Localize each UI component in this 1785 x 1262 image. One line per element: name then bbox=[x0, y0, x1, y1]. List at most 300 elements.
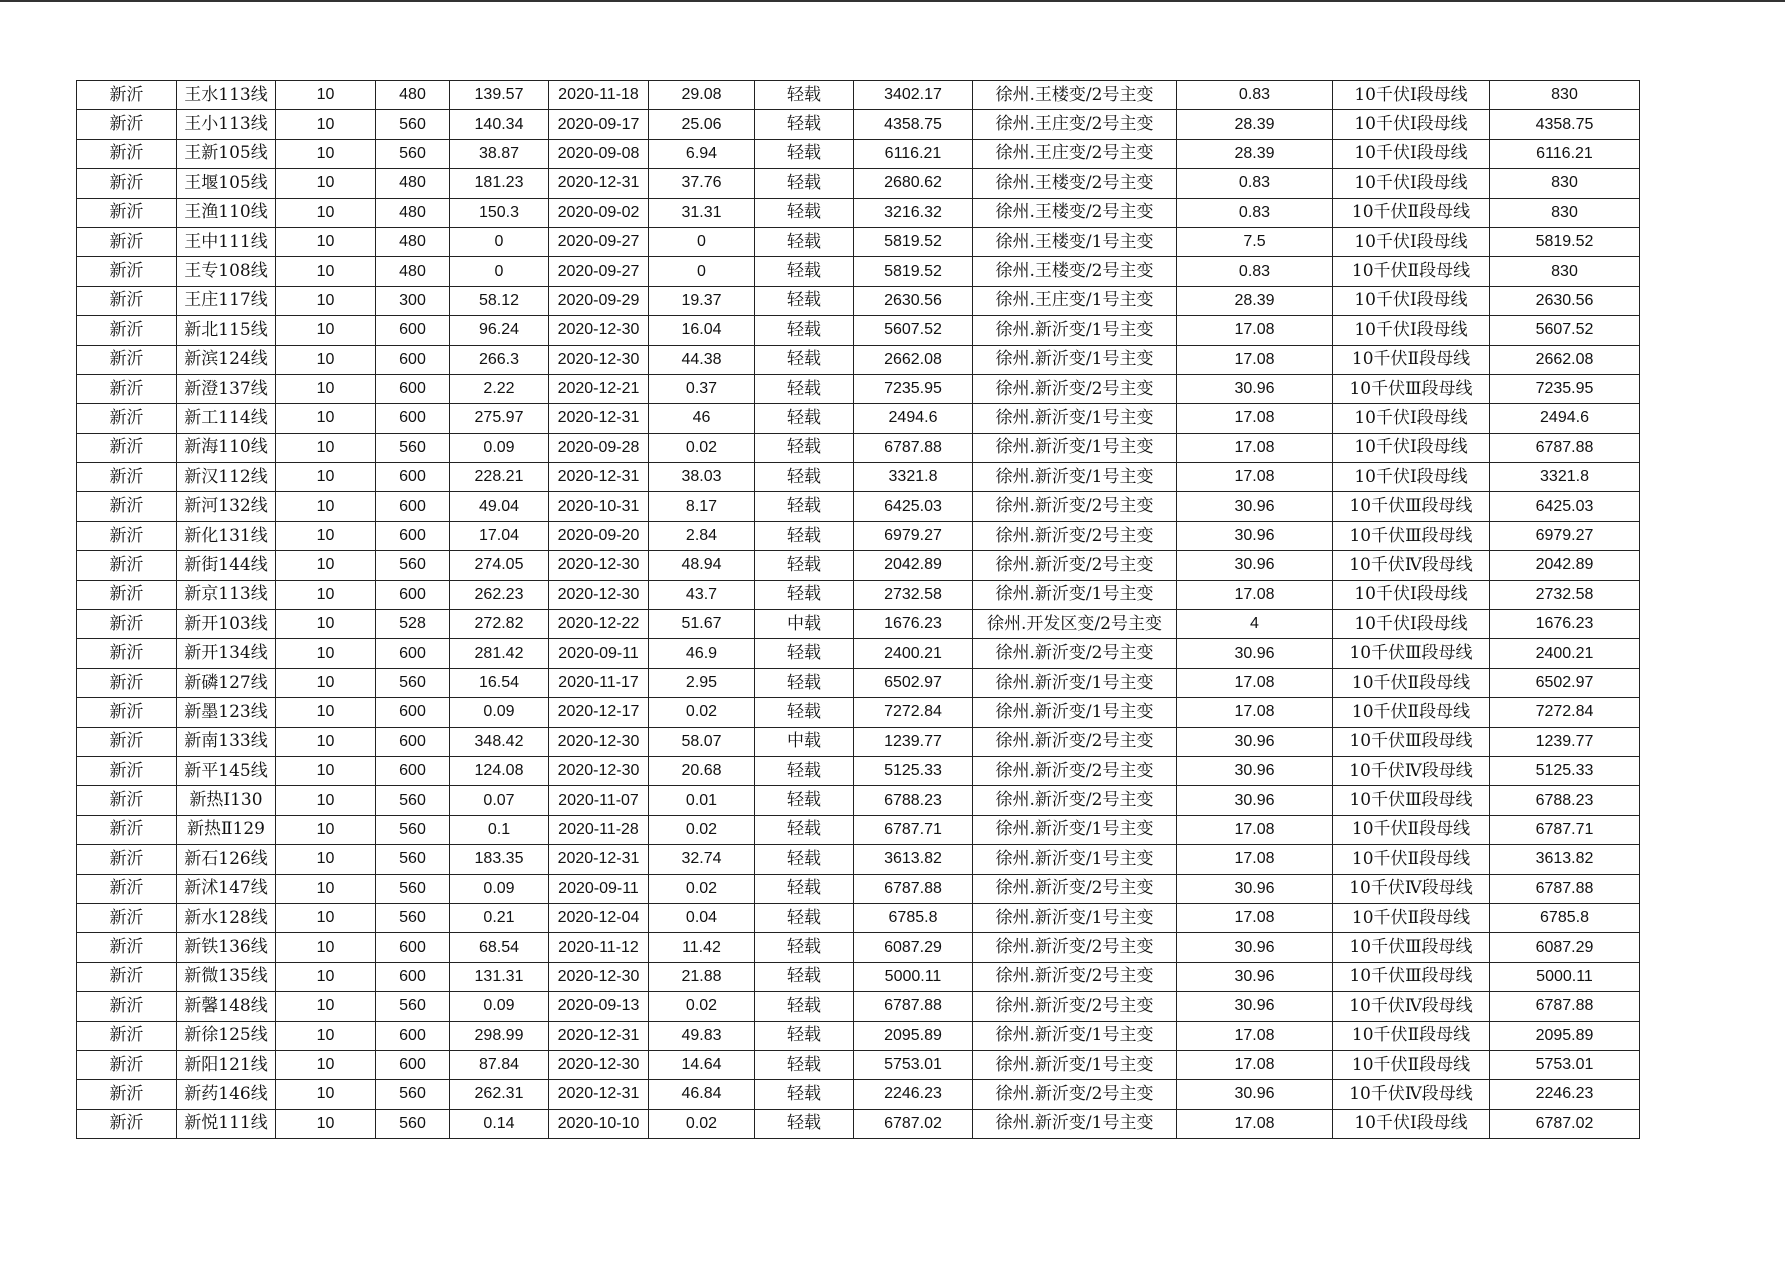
table-cell: 348.42 bbox=[450, 727, 549, 756]
table-cell: 轻载 bbox=[755, 698, 854, 727]
table-cell: 10 bbox=[276, 139, 376, 168]
table-cell: 2494.6 bbox=[1490, 404, 1640, 433]
table-cell: 31.31 bbox=[649, 198, 755, 227]
table-cell: 6787.02 bbox=[1490, 1109, 1640, 1138]
table-cell: 560 bbox=[376, 874, 450, 903]
table-cell: 徐州.新沂变/2号主变 bbox=[973, 874, 1177, 903]
table-cell: 2630.56 bbox=[854, 286, 973, 315]
table-row bbox=[77, 962, 1640, 991]
table-cell: 2020-12-31 bbox=[549, 463, 649, 492]
table-cell: 新沂 bbox=[77, 756, 177, 785]
table-cell: 10 bbox=[276, 551, 376, 580]
table-cell: 5000.11 bbox=[1490, 962, 1640, 991]
table-cell: 2020-12-30 bbox=[549, 756, 649, 785]
table-row bbox=[77, 316, 1640, 345]
table-cell: 新沂 bbox=[77, 433, 177, 462]
table-cell: 1676.23 bbox=[1490, 610, 1640, 639]
table-cell: 58.12 bbox=[450, 286, 549, 315]
table-cell: 新沂 bbox=[77, 962, 177, 991]
table-cell: 徐州.新沂变/2号主变 bbox=[973, 639, 1177, 668]
table-cell: 10千伏Ⅰ段母线 bbox=[1333, 433, 1490, 462]
table-cell: 7235.95 bbox=[1490, 374, 1640, 403]
table-cell: 新开134线 bbox=[177, 639, 276, 668]
table-cell: 轻载 bbox=[755, 1021, 854, 1050]
table-cell: 480 bbox=[376, 169, 450, 198]
table-cell: 7272.84 bbox=[854, 698, 973, 727]
table-cell: 7235.95 bbox=[854, 374, 973, 403]
table-row bbox=[77, 169, 1640, 198]
table-cell: 6787.88 bbox=[854, 433, 973, 462]
table-cell: 6116.21 bbox=[854, 139, 973, 168]
table-cell: 徐州.王庄变/2号主变 bbox=[973, 110, 1177, 139]
table-cell: 38.03 bbox=[649, 463, 755, 492]
table-cell: 徐州.新沂变/2号主变 bbox=[973, 992, 1177, 1021]
table-cell: 10 bbox=[276, 580, 376, 609]
table-cell: 10千伏Ⅱ段母线 bbox=[1333, 1050, 1490, 1079]
table-row bbox=[77, 815, 1640, 844]
table-cell: 2.84 bbox=[649, 521, 755, 550]
table-cell: 轻载 bbox=[755, 668, 854, 697]
table-cell: 10 bbox=[276, 962, 376, 991]
table-cell: 2020-12-22 bbox=[549, 610, 649, 639]
table-cell: 10千伏Ⅱ段母线 bbox=[1333, 815, 1490, 844]
table-cell: 10千伏Ⅰ段母线 bbox=[1333, 139, 1490, 168]
table-cell: 528 bbox=[376, 610, 450, 639]
table-cell: 2.95 bbox=[649, 668, 755, 697]
table-cell: 轻载 bbox=[755, 492, 854, 521]
table-row bbox=[77, 727, 1640, 756]
table-cell: 徐州.新沂变/1号主变 bbox=[973, 1021, 1177, 1050]
table-row bbox=[77, 1050, 1640, 1079]
table-cell: 10 bbox=[276, 933, 376, 962]
table-cell: 37.76 bbox=[649, 169, 755, 198]
table-cell: 2.22 bbox=[450, 374, 549, 403]
table-cell: 10千伏Ⅲ段母线 bbox=[1333, 521, 1490, 550]
table-cell: 新沂 bbox=[77, 610, 177, 639]
table-cell: 2020-10-31 bbox=[549, 492, 649, 521]
table-cell: 480 bbox=[376, 227, 450, 256]
table-cell: 262.23 bbox=[450, 580, 549, 609]
table-cell: 28.39 bbox=[1177, 286, 1333, 315]
table-cell: 王水113线 bbox=[177, 81, 276, 110]
table-row bbox=[77, 81, 1640, 110]
table-cell: 600 bbox=[376, 1050, 450, 1079]
table-cell: 68.54 bbox=[450, 933, 549, 962]
table-cell: 徐州.新沂变/2号主变 bbox=[973, 756, 1177, 785]
table-cell: 2732.58 bbox=[854, 580, 973, 609]
table-cell: 600 bbox=[376, 374, 450, 403]
table-cell: 17.08 bbox=[1177, 463, 1333, 492]
table-cell: 5819.52 bbox=[1490, 227, 1640, 256]
table-cell: 272.82 bbox=[450, 610, 549, 639]
table-cell: 徐州.新沂变/1号主变 bbox=[973, 404, 1177, 433]
table-cell: 21.88 bbox=[649, 962, 755, 991]
table-cell: 2732.58 bbox=[1490, 580, 1640, 609]
table-cell: 徐州.新沂变/1号主变 bbox=[973, 1050, 1177, 1079]
table-cell: 10千伏Ⅰ段母线 bbox=[1333, 81, 1490, 110]
table-cell: 0.83 bbox=[1177, 81, 1333, 110]
table-cell: 5607.52 bbox=[854, 316, 973, 345]
table-cell: 124.08 bbox=[450, 756, 549, 785]
table-cell: 10千伏Ⅳ段母线 bbox=[1333, 992, 1490, 1021]
table-cell: 480 bbox=[376, 81, 450, 110]
table-cell: 5819.52 bbox=[854, 227, 973, 256]
table-cell: 新沂 bbox=[77, 316, 177, 345]
table-cell: 徐州.新沂变/1号主变 bbox=[973, 316, 1177, 345]
table-cell: 新热Ⅱ129 bbox=[177, 815, 276, 844]
table-cell: 38.87 bbox=[450, 139, 549, 168]
table-cell: 新沂 bbox=[77, 668, 177, 697]
table-cell: 新汉112线 bbox=[177, 463, 276, 492]
table-cell: 徐州.新沂变/2号主变 bbox=[973, 962, 1177, 991]
table-cell: 0.09 bbox=[450, 698, 549, 727]
table-cell: 10 bbox=[276, 1080, 376, 1109]
table-cell: 17.08 bbox=[1177, 433, 1333, 462]
table-cell: 2095.89 bbox=[854, 1021, 973, 1050]
table-cell: 3613.82 bbox=[854, 845, 973, 874]
table-row bbox=[77, 992, 1640, 1021]
table-cell: 7.5 bbox=[1177, 227, 1333, 256]
table-cell: 轻载 bbox=[755, 786, 854, 815]
table-cell: 30.96 bbox=[1177, 1080, 1333, 1109]
table-cell: 6502.97 bbox=[1490, 668, 1640, 697]
table-cell: 新沂 bbox=[77, 992, 177, 1021]
table-cell: 183.35 bbox=[450, 845, 549, 874]
table-cell: 560 bbox=[376, 1080, 450, 1109]
table-row bbox=[77, 786, 1640, 815]
table-cell: 王渔110线 bbox=[177, 198, 276, 227]
table-cell: 262.31 bbox=[450, 1080, 549, 1109]
table-cell: 新南133线 bbox=[177, 727, 276, 756]
table-cell: 17.08 bbox=[1177, 668, 1333, 697]
table-cell: 轻载 bbox=[755, 845, 854, 874]
table-cell: 560 bbox=[376, 786, 450, 815]
table-cell: 新沂 bbox=[77, 169, 177, 198]
table-cell: 徐州.新沂变/2号主变 bbox=[973, 933, 1177, 962]
table-cell: 徐州.新沂变/1号主变 bbox=[973, 698, 1177, 727]
table-row bbox=[77, 845, 1640, 874]
table-cell: 11.42 bbox=[649, 933, 755, 962]
table-cell: 2020-09-20 bbox=[549, 521, 649, 550]
table-cell: 新沂 bbox=[77, 845, 177, 874]
table-cell: 298.99 bbox=[450, 1021, 549, 1050]
table-cell: 600 bbox=[376, 1021, 450, 1050]
table-cell: 2020-12-21 bbox=[549, 374, 649, 403]
table-cell: 2020-09-29 bbox=[549, 286, 649, 315]
table-cell: 2020-12-30 bbox=[549, 345, 649, 374]
table-cell: 10千伏Ⅲ段母线 bbox=[1333, 786, 1490, 815]
table-row bbox=[77, 110, 1640, 139]
table-cell: 徐州.新沂变/1号主变 bbox=[973, 903, 1177, 932]
table-cell: 17.08 bbox=[1177, 903, 1333, 932]
table-cell: 新沂 bbox=[77, 874, 177, 903]
table-cell: 徐州.新沂变/2号主变 bbox=[973, 727, 1177, 756]
table-cell: 轻载 bbox=[755, 169, 854, 198]
table-cell: 0.02 bbox=[649, 1109, 755, 1138]
table-cell: 新沂 bbox=[77, 786, 177, 815]
table-cell: 新沂 bbox=[77, 639, 177, 668]
table-cell: 30.96 bbox=[1177, 933, 1333, 962]
table-cell: 6425.03 bbox=[1490, 492, 1640, 521]
table-cell: 10千伏Ⅲ段母线 bbox=[1333, 639, 1490, 668]
table-cell: 49.83 bbox=[649, 1021, 755, 1050]
table-cell: 10 bbox=[276, 1021, 376, 1050]
table-cell: 0.83 bbox=[1177, 257, 1333, 286]
table-cell: 43.7 bbox=[649, 580, 755, 609]
table-cell: 48.94 bbox=[649, 551, 755, 580]
table-cell: 新沭147线 bbox=[177, 874, 276, 903]
table-cell: 轻载 bbox=[755, 110, 854, 139]
table-cell: 10 bbox=[276, 903, 376, 932]
table-cell: 中载 bbox=[755, 610, 854, 639]
table-cell: 轻载 bbox=[755, 756, 854, 785]
table-cell: 87.84 bbox=[450, 1050, 549, 1079]
table-cell: 830 bbox=[1490, 169, 1640, 198]
table-cell: 10千伏Ⅱ段母线 bbox=[1333, 698, 1490, 727]
table-cell: 560 bbox=[376, 903, 450, 932]
table-cell: 10 bbox=[276, 521, 376, 550]
table-cell: 17.08 bbox=[1177, 404, 1333, 433]
table-cell: 轻载 bbox=[755, 81, 854, 110]
table-row bbox=[77, 286, 1640, 315]
table-cell: 2020-11-07 bbox=[549, 786, 649, 815]
table-cell: 0.02 bbox=[649, 992, 755, 1021]
table-cell: 30.96 bbox=[1177, 551, 1333, 580]
table-cell: 新北115线 bbox=[177, 316, 276, 345]
table-cell: 6087.29 bbox=[1490, 933, 1640, 962]
table-cell: 新墨123线 bbox=[177, 698, 276, 727]
table-cell: 10 bbox=[276, 404, 376, 433]
table-cell: 4358.75 bbox=[854, 110, 973, 139]
table-cell: 274.05 bbox=[450, 551, 549, 580]
table-cell: 徐州.新沂变/1号主变 bbox=[973, 845, 1177, 874]
table-cell: 10千伏Ⅱ段母线 bbox=[1333, 1021, 1490, 1050]
table-cell: 30.96 bbox=[1177, 374, 1333, 403]
table-cell: 0.21 bbox=[450, 903, 549, 932]
table-cell: 轻载 bbox=[755, 286, 854, 315]
table-cell: 新药146线 bbox=[177, 1080, 276, 1109]
table-cell: 10 bbox=[276, 257, 376, 286]
table-cell: 轻载 bbox=[755, 1050, 854, 1079]
table-cell: 轻载 bbox=[755, 227, 854, 256]
table-cell: 新沂 bbox=[77, 903, 177, 932]
table-cell: 0.83 bbox=[1177, 169, 1333, 198]
table-cell: 10 bbox=[276, 198, 376, 227]
table-cell: 2400.21 bbox=[1490, 639, 1640, 668]
table-cell: 20.68 bbox=[649, 756, 755, 785]
table-cell: 10千伏Ⅱ段母线 bbox=[1333, 903, 1490, 932]
table-cell: 10千伏Ⅱ段母线 bbox=[1333, 845, 1490, 874]
table-cell: 6116.21 bbox=[1490, 139, 1640, 168]
table-cell: 600 bbox=[376, 962, 450, 991]
table-cell: 96.24 bbox=[450, 316, 549, 345]
table-cell: 600 bbox=[376, 345, 450, 374]
table-cell: 281.42 bbox=[450, 639, 549, 668]
data-table bbox=[76, 80, 1640, 1139]
table-cell: 10 bbox=[276, 345, 376, 374]
table-row bbox=[77, 463, 1640, 492]
table-cell: 2020-09-17 bbox=[549, 110, 649, 139]
table-cell: 徐州.王楼变/2号主变 bbox=[973, 81, 1177, 110]
table-cell: 5000.11 bbox=[854, 962, 973, 991]
table-cell: 2020-12-31 bbox=[549, 1080, 649, 1109]
table-cell: 6787.02 bbox=[854, 1109, 973, 1138]
table-cell: 2020-12-31 bbox=[549, 1021, 649, 1050]
table-cell: 30.96 bbox=[1177, 521, 1333, 550]
table-cell: 5607.52 bbox=[1490, 316, 1640, 345]
table-cell: 0 bbox=[649, 257, 755, 286]
table-cell: 2680.62 bbox=[854, 169, 973, 198]
table-cell: 王堰105线 bbox=[177, 169, 276, 198]
table-cell: 中载 bbox=[755, 727, 854, 756]
table-cell: 6787.71 bbox=[854, 815, 973, 844]
table-cell: 266.3 bbox=[450, 345, 549, 374]
table-cell: 徐州.新沂变/2号主变 bbox=[973, 551, 1177, 580]
table-cell: 0.02 bbox=[649, 815, 755, 844]
table-cell: 2494.6 bbox=[854, 404, 973, 433]
table-cell: 10 bbox=[276, 786, 376, 815]
table-cell: 2095.89 bbox=[1490, 1021, 1640, 1050]
table-cell: 新沂 bbox=[77, 580, 177, 609]
table-cell: 徐州.王楼变/2号主变 bbox=[973, 198, 1177, 227]
table-cell: 10 bbox=[276, 756, 376, 785]
table-cell: 17.08 bbox=[1177, 580, 1333, 609]
table-cell: 560 bbox=[376, 1109, 450, 1138]
table-cell: 10千伏Ⅰ段母线 bbox=[1333, 463, 1490, 492]
table-cell: 徐州.新沂变/2号主变 bbox=[973, 1080, 1177, 1109]
table-cell: 徐州.开发区变/2号主变 bbox=[973, 610, 1177, 639]
table-cell: 王专108线 bbox=[177, 257, 276, 286]
table-cell: 10千伏Ⅳ段母线 bbox=[1333, 756, 1490, 785]
table-cell: 轻载 bbox=[755, 933, 854, 962]
table-cell: 181.23 bbox=[450, 169, 549, 198]
table-cell: 徐州.王楼变/1号主变 bbox=[973, 227, 1177, 256]
table-cell: 新沂 bbox=[77, 1050, 177, 1079]
table-cell: 6785.8 bbox=[854, 903, 973, 932]
table-cell: 2246.23 bbox=[854, 1080, 973, 1109]
table-cell: 10 bbox=[276, 639, 376, 668]
table-cell: 560 bbox=[376, 668, 450, 697]
table-cell: 轻载 bbox=[755, 463, 854, 492]
table-cell: 17.04 bbox=[450, 521, 549, 550]
table-cell: 10 bbox=[276, 727, 376, 756]
table-cell: 6787.88 bbox=[854, 992, 973, 1021]
table-cell: 10 bbox=[276, 668, 376, 697]
table-cell: 6787.88 bbox=[854, 874, 973, 903]
table-cell: 560 bbox=[376, 433, 450, 462]
table-cell: 徐州.新沂变/1号主变 bbox=[973, 1109, 1177, 1138]
table-cell: 10 bbox=[276, 815, 376, 844]
table-cell: 2020-12-30 bbox=[549, 580, 649, 609]
table-cell: 830 bbox=[1490, 257, 1640, 286]
table-cell: 新开103线 bbox=[177, 610, 276, 639]
table-cell: 140.34 bbox=[450, 110, 549, 139]
table-cell: 30.96 bbox=[1177, 492, 1333, 521]
table-cell: 51.67 bbox=[649, 610, 755, 639]
table-cell: 2020-11-18 bbox=[549, 81, 649, 110]
table-cell: 轻载 bbox=[755, 521, 854, 550]
table-cell: 轻载 bbox=[755, 433, 854, 462]
table-cell: 3216.32 bbox=[854, 198, 973, 227]
table-row bbox=[77, 374, 1640, 403]
table-cell: 30.96 bbox=[1177, 874, 1333, 903]
table-cell: 3321.8 bbox=[854, 463, 973, 492]
table-cell: 560 bbox=[376, 815, 450, 844]
table-cell: 830 bbox=[1490, 81, 1640, 110]
table-cell: 徐州.新沂变/1号主变 bbox=[973, 433, 1177, 462]
table-cell: 2630.56 bbox=[1490, 286, 1640, 315]
page-top-rule bbox=[0, 0, 1785, 2]
table-row bbox=[77, 668, 1640, 697]
table-cell: 新热Ⅰ130 bbox=[177, 786, 276, 815]
table-cell: 轻载 bbox=[755, 257, 854, 286]
table-cell: 6087.29 bbox=[854, 933, 973, 962]
table-cell: 30.96 bbox=[1177, 786, 1333, 815]
table-cell: 10千伏Ⅰ段母线 bbox=[1333, 227, 1490, 256]
table-cell: 新沂 bbox=[77, 698, 177, 727]
table-row bbox=[77, 933, 1640, 962]
table-cell: 徐州.新沂变/2号主变 bbox=[973, 492, 1177, 521]
table-cell: 2020-11-28 bbox=[549, 815, 649, 844]
table-cell: 轻载 bbox=[755, 962, 854, 991]
table-cell: 轻载 bbox=[755, 815, 854, 844]
table-cell: 2020-11-17 bbox=[549, 668, 649, 697]
table-cell: 0.83 bbox=[1177, 198, 1333, 227]
table-cell: 10千伏Ⅲ段母线 bbox=[1333, 933, 1490, 962]
table-cell: 新沂 bbox=[77, 492, 177, 521]
table-cell: 0.07 bbox=[450, 786, 549, 815]
table-cell: 新沂 bbox=[77, 198, 177, 227]
table-cell: 2020-12-30 bbox=[549, 551, 649, 580]
table-cell: 2020-09-13 bbox=[549, 992, 649, 1021]
table-cell: 王中111线 bbox=[177, 227, 276, 256]
table-cell: 新化131线 bbox=[177, 521, 276, 550]
table-cell: 新沂 bbox=[77, 815, 177, 844]
table-cell: 17.08 bbox=[1177, 345, 1333, 374]
table-row bbox=[77, 345, 1640, 374]
table-cell: 10 bbox=[276, 698, 376, 727]
table-cell: 17.08 bbox=[1177, 1050, 1333, 1079]
table-cell: 2020-09-28 bbox=[549, 433, 649, 462]
table-cell: 4 bbox=[1177, 610, 1333, 639]
table-cell: 480 bbox=[376, 198, 450, 227]
table-cell: 2020-12-30 bbox=[549, 727, 649, 756]
table-cell: 新平145线 bbox=[177, 756, 276, 785]
table-cell: 0 bbox=[450, 257, 549, 286]
table-row bbox=[77, 639, 1640, 668]
table-cell: 新沂 bbox=[77, 933, 177, 962]
table-cell: 2020-12-31 bbox=[549, 404, 649, 433]
table-cell: 6787.88 bbox=[1490, 874, 1640, 903]
table-cell: 16.04 bbox=[649, 316, 755, 345]
table-cell: 10千伏Ⅰ段母线 bbox=[1333, 1109, 1490, 1138]
table-cell: 5753.01 bbox=[1490, 1050, 1640, 1079]
table-cell: 10千伏Ⅰ段母线 bbox=[1333, 286, 1490, 315]
table-cell: 10千伏Ⅰ段母线 bbox=[1333, 110, 1490, 139]
table-row bbox=[77, 610, 1640, 639]
table-cell: 轻载 bbox=[755, 345, 854, 374]
table-cell: 徐州.新沂变/2号主变 bbox=[973, 786, 1177, 815]
table-cell: 25.06 bbox=[649, 110, 755, 139]
table-cell: 17.08 bbox=[1177, 1021, 1333, 1050]
table-cell: 2662.08 bbox=[854, 345, 973, 374]
table-cell: 46.9 bbox=[649, 639, 755, 668]
table-cell: 新沂 bbox=[77, 404, 177, 433]
table-cell: 600 bbox=[376, 492, 450, 521]
table-cell: 10 bbox=[276, 81, 376, 110]
table-cell: 轻载 bbox=[755, 1109, 854, 1138]
table-row bbox=[77, 874, 1640, 903]
